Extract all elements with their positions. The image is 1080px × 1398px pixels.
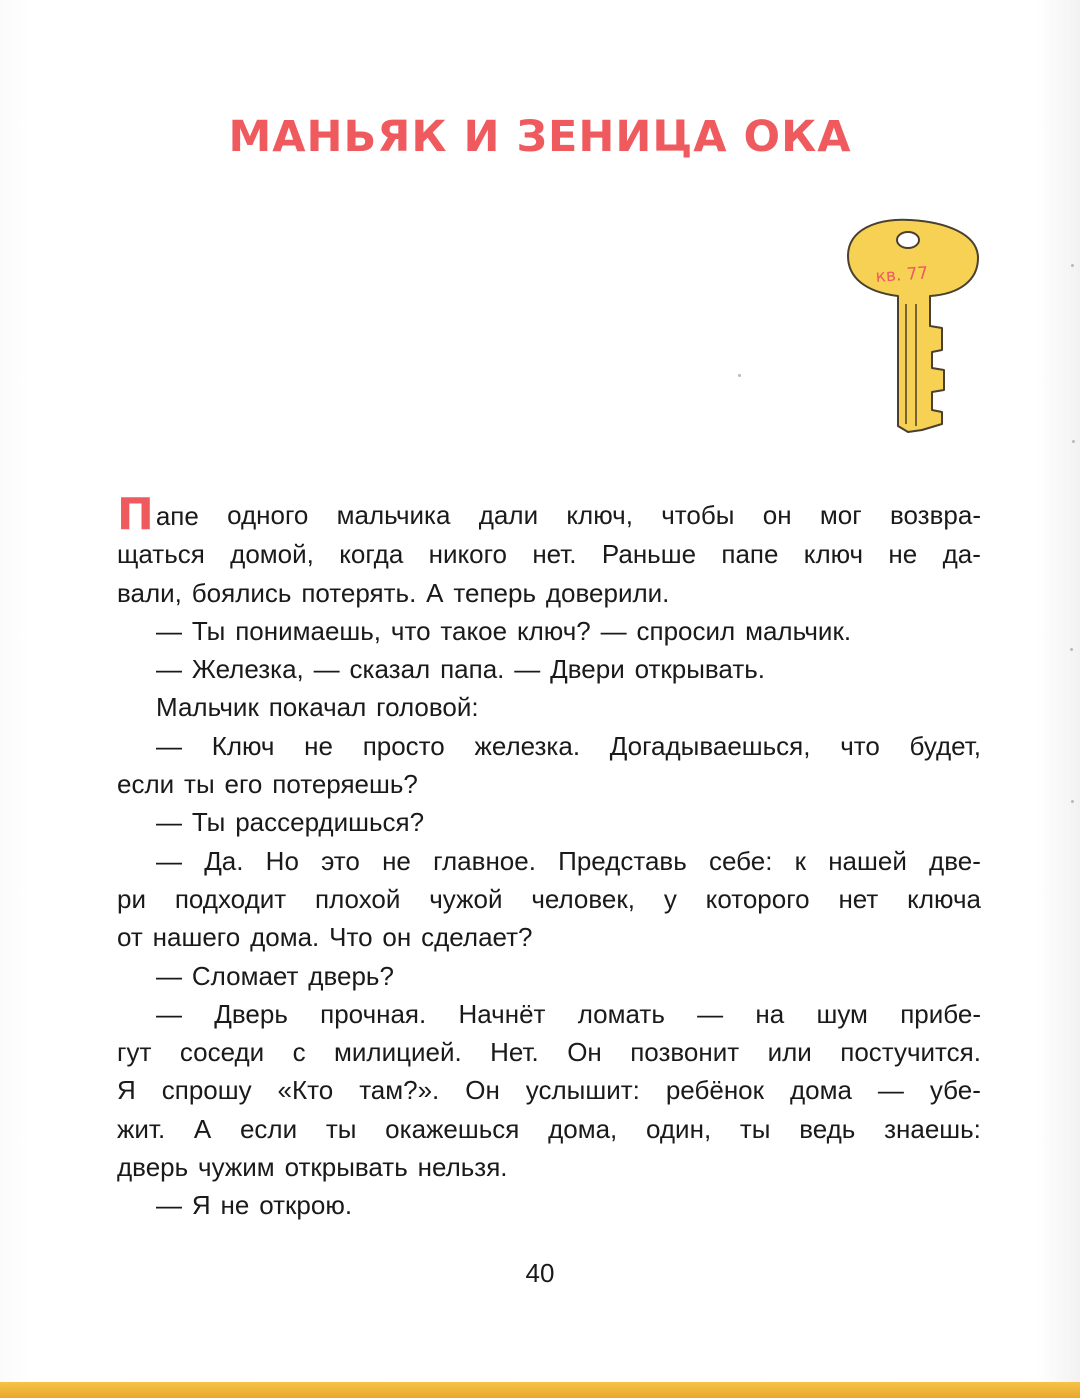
paragraph: [117, 842, 981, 957]
paragraph: [117, 995, 981, 1186]
paragraph: [117, 489, 981, 612]
chapter-title: МАНЬЯК И ЗЕНИЦА ОКА: [228, 112, 852, 162]
text-line: П апе одного мальчика дали ключ, чтобы он мог возвра-: [117, 489, 981, 540]
text-line: гут соседи с милицией. Нет. Он позвонит или постучится.: [117, 1037, 981, 1068]
key-illustration: [838, 208, 988, 440]
text-line: жит. А если ты окажешься дома, один, ты ведь знаешь:: [117, 1113, 981, 1144]
text-line: щаться домой, когда никого нет. Раньше папе ключ не да-: [117, 539, 981, 570]
page-number: 40: [525, 1258, 555, 1288]
text-line: если ты его потеряешь?: [117, 769, 418, 800]
scan-speck: [1071, 264, 1074, 267]
text-line: ри подходит плохой чужой человек, у которого нет ключа: [117, 883, 981, 914]
text-line: — Ты рассердишься?: [156, 807, 425, 838]
text-line: — Ключ не просто железка. Догадываешься, что будет,: [156, 730, 981, 761]
text-line: — Ты понимаешь, что такое ключ? — спросил мальчик.: [156, 615, 852, 646]
story-text: [117, 489, 981, 1225]
text-line: — Дверь прочная. Начнёт ломать — на шум прибе-: [156, 998, 981, 1029]
drop-cap: П: [117, 489, 154, 540]
paragraph: [117, 727, 981, 804]
text-line: — Железка, — сказал папа. — Двери открывать.: [156, 654, 765, 685]
text-line: — Я не открою.: [156, 1190, 353, 1221]
text-line: Я спрошу «Кто там?». Он услышит: ребёнок дома — убе-: [117, 1075, 981, 1106]
scan-speck: [1070, 648, 1073, 651]
text-line: вали, боялись потерять. А теперь доверили.: [117, 577, 670, 608]
text-line: — Сломает дверь?: [156, 960, 394, 991]
paragraph: [117, 803, 981, 841]
paragraph: [117, 612, 981, 650]
text-line: Мальчик покачал головой:: [156, 692, 479, 723]
bottom-color-strip: [0, 1382, 1080, 1398]
scan-speck: [1072, 440, 1075, 443]
scan-speck: [738, 374, 741, 377]
text-line: от нашего дома. Что он сделает?: [117, 922, 533, 953]
key-tag-label: кв. 77: [874, 263, 929, 287]
paragraph: [117, 1186, 981, 1224]
paragraph: [117, 688, 981, 726]
text-line: дверь чужим открывать нельзя.: [117, 1152, 508, 1183]
scan-speck: [1071, 800, 1074, 803]
paragraph: [117, 650, 981, 688]
text-line: — Да. Но это не главное. Представь себе: к нашей две-: [156, 845, 981, 876]
paragraph: [117, 957, 981, 995]
